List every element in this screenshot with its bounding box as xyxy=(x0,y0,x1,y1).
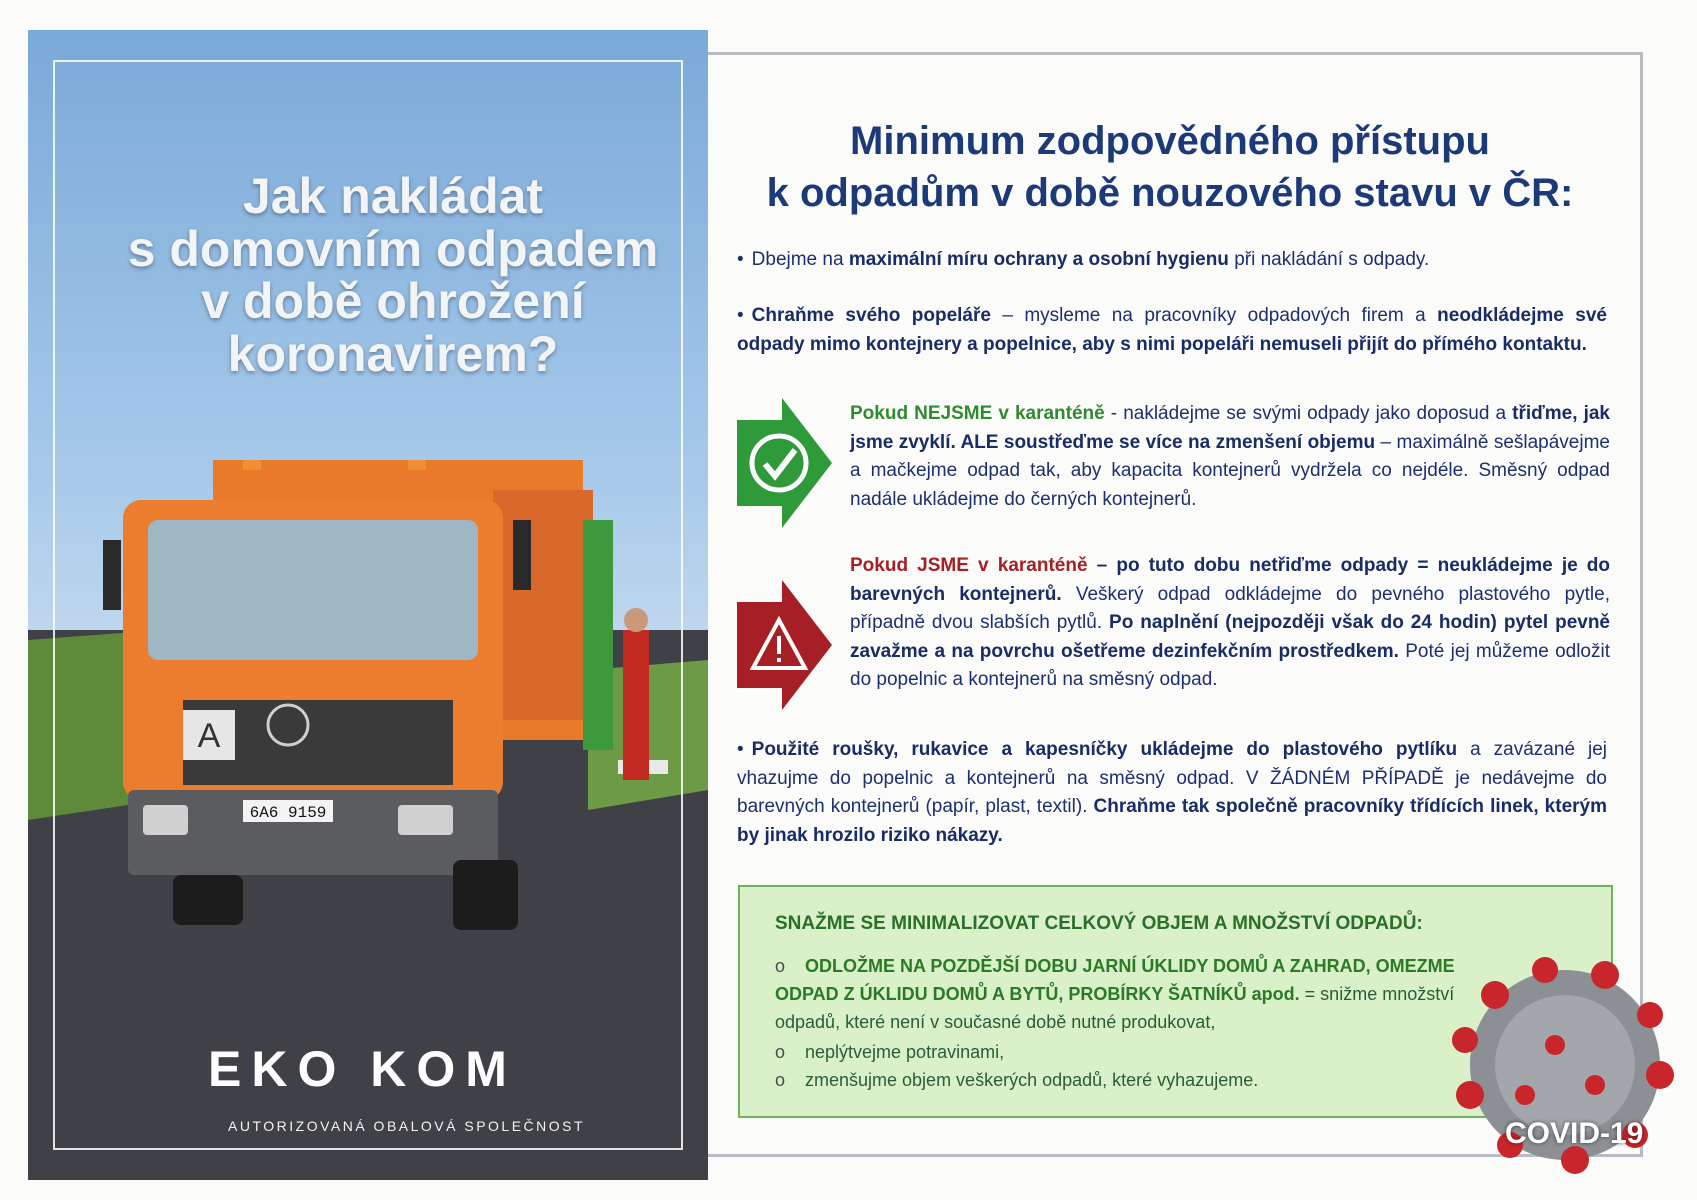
warning-arrow-icon xyxy=(737,580,832,710)
box-item-volume: o zmenšujme objem veškerých odpadů, které vyhazujeme. xyxy=(775,1070,1259,1090)
left-headline xyxy=(88,170,698,380)
main-title xyxy=(740,115,1600,219)
headline-line: koronavirem? xyxy=(227,325,559,382)
garbage-truck-illustration xyxy=(63,460,663,980)
title-line: Minimum zodpovědného přístupu xyxy=(850,119,1490,163)
quarantine-section: Pokud JSME v karanténě – po tuto dobu netřiďme odpady = neukládejme je do barevných kontejnerů. Veškerý odpad odkládejme do pevného plastového pytle, případně dvou slabších pytlů. Po naplnění (nejpozději však do 24 hodin) pytel pevně zavažme a na povrchu ošetřeme dezinfekčním prostředkem. Poté jej můžeme odložit do popelnic a kontejnerů na směsný odpad. xyxy=(850,555,1611,690)
box-item-food: o neplýtvejme potravinami, xyxy=(775,1042,1005,1062)
left-photo-panel xyxy=(28,30,708,1180)
bullet-protect-collector: • Chraňme svého popeláře – mysleme na pracovníky odpadových firem a neodkládejme své odpady mimo kontejnery a popelnice, aby s nimi popeláři nemuseli přijít do přímého kontaktu. xyxy=(737,305,1607,355)
box-title: SNAŽME SE MINIMALIZOVAT CELKOVÝ OBJEM A MNOŽSTVÍ ODPADŮ: xyxy=(775,913,1423,934)
bullet-hygiene: • Dbejme na maximální míru ochrany a osobní hygienu při nakládání s odpady. xyxy=(737,249,1430,270)
headline-line: s domovním odpadem xyxy=(127,220,659,277)
headline-line: v době ohrožení xyxy=(201,273,585,329)
box-item-cleaning: o ODLOŽME NA POZDĚJŠÍ DOBU JARNÍ ÚKLIDY DOMŮ A ZAHRAD, OMEZME ODPAD Z ÚKLIDU DOMŮ A BYTŮ, PROBÍRKY ŠATNÍKŮ apod. = snižme množství odpadů, které není v současné době nutné produkovat, xyxy=(775,956,1455,1032)
check-arrow-icon xyxy=(737,398,832,528)
bullet-masks: • Použité roušky, rukavice a kapesníčky ukládejme do plastového pytlíku a zavázané jej vhazujme do popelnic a kontejnerů na směsný odpad. V ŽÁDNÉM PŘÍPADĚ je nedávejme do barevných kontejnerů (papír, plast, textil). Chraňme tak společně pracovníky třídících linek, kterým by jinak hrozilo riziko nákazy. xyxy=(737,739,1608,846)
covid-label: COVID-19 xyxy=(1505,1117,1644,1150)
title-line: k odpadům v době nouzového stavu v ČR: xyxy=(766,171,1574,215)
license-plate-text: 6A6 9159 xyxy=(249,804,327,822)
not-quarantine-section: Pokud NEJSME v karanténě - nakládejme se svými odpady jako doposud a třiďme, jak jsme zvyklí. ALE soustřeďme se více na zmenšení objemu – maximálně sešlapávejme a mačkejme odpad tak, aby kapacita kontejnerů vydržela co nejdéle. Směsný odpad nadále ukládejme do černých kontejnerů. xyxy=(850,403,1611,510)
headline-line: Jak nakládat xyxy=(242,168,544,224)
ekokom-subtitle: AUTORIZOVANÁ OBALOVÁ SPOLEČNOST xyxy=(228,1118,586,1134)
truck-sign-text: A xyxy=(197,717,221,755)
ekokom-logo: EKO KOM xyxy=(208,1041,517,1097)
